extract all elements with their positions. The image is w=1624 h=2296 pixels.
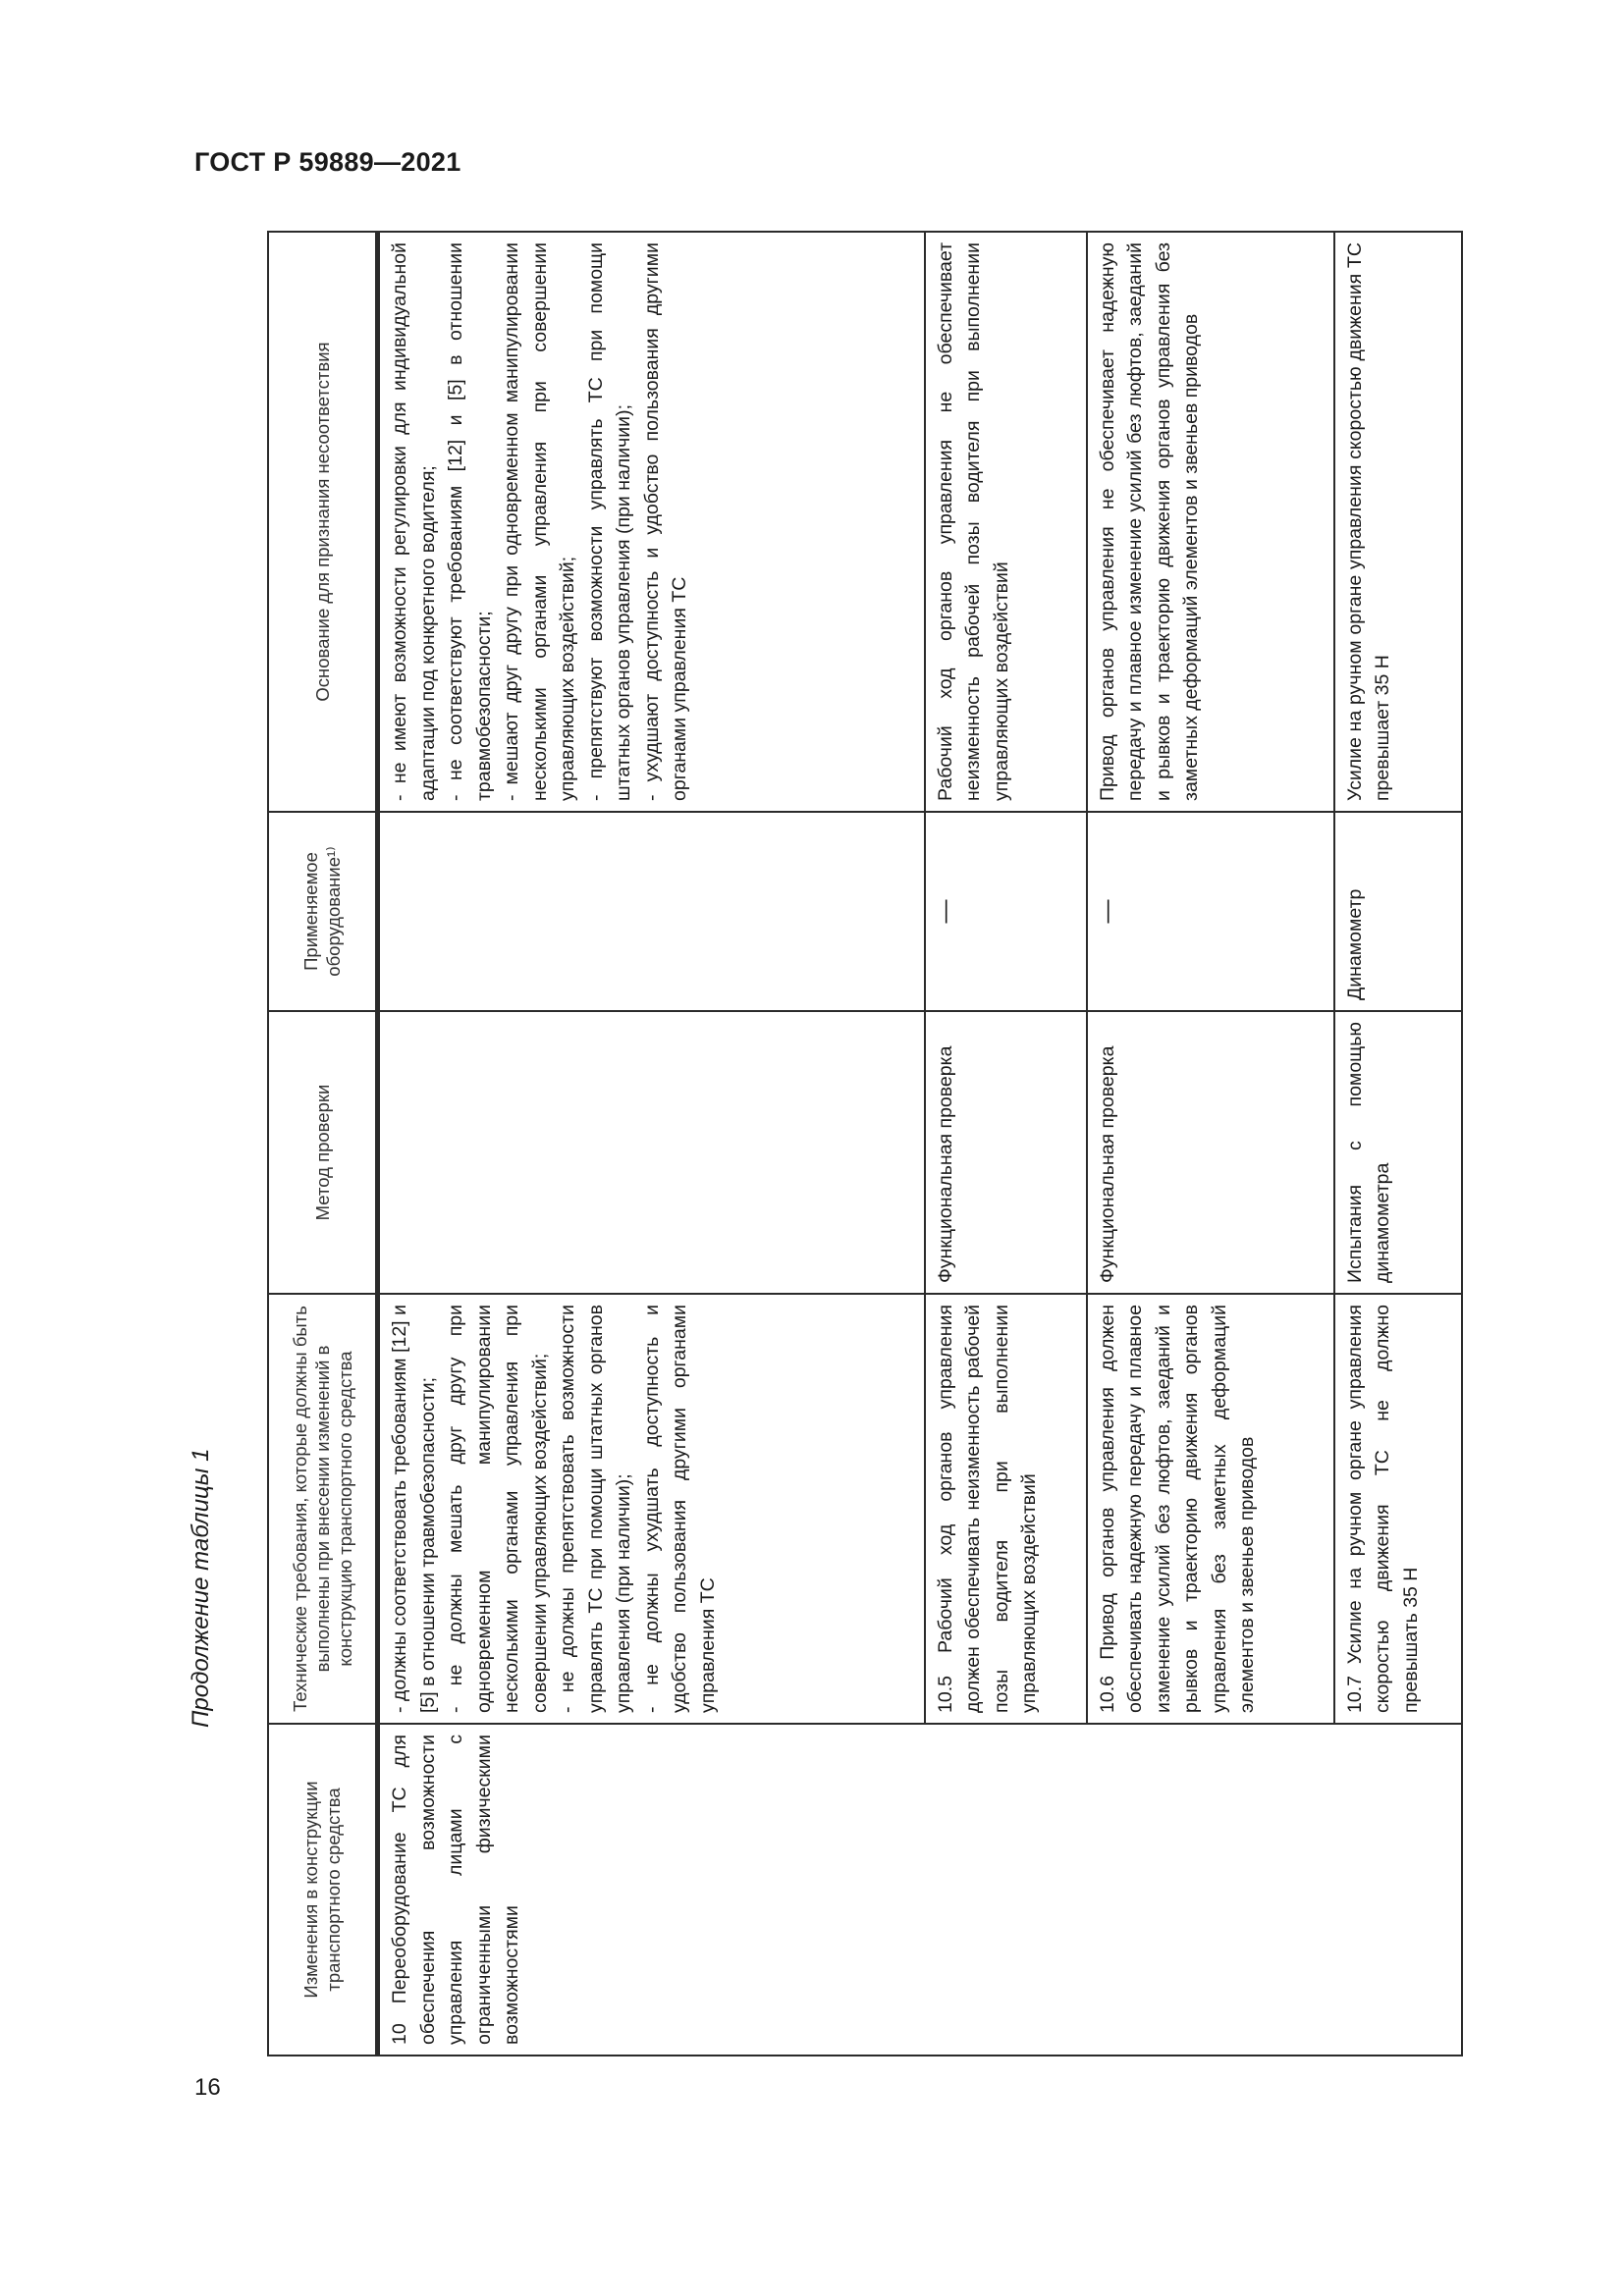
cell-equipment: —	[1087, 812, 1334, 1011]
cell-method: Функциональная проверка	[1087, 1011, 1334, 1294]
cell-grounds	[925, 232, 1087, 812]
requirement-line: 10.6 Привод органов управления должен обеспечивать надежную передачу и плавное изменение усилий без люфтов, заеданий и рывков и траекторию движения органов управления без заметных деформаций элементов и звеньев приводов	[1096, 1305, 1258, 1713]
cell-grounds	[1334, 232, 1463, 812]
table-caption: Продолжение таблицы 1	[188, 1448, 214, 1728]
requirement-line: - должны соответствовать требованиям [12] и [5] в отношении травмобезопасности;	[389, 1305, 439, 1713]
requirement-line: 10.5 Рабочий ход органов управления должен обеспечивать неизменность рабочей позы водителя при выполнении управляющих воздействий	[934, 1305, 1040, 1713]
cell-requirements	[379, 1294, 925, 1724]
requirement-line: - не должны мешать друг другу при одновременном манипулировании несколькими органами управления при совершении управляющих воздействий;	[445, 1305, 551, 1713]
document-code: ГОСТ Р 59889—2021	[194, 147, 461, 177]
requirement-line: 10.7 Усилие на ручном органе управления скоростью движения ТС не должно превышать 35 Н	[1343, 1305, 1422, 1713]
requirements-table	[267, 231, 1463, 2056]
column-header-method: Метод проверки	[268, 1011, 376, 1294]
ground-line: - не имеют возможности регулировки для индивидуальной адаптации под конкретного водителя;	[389, 242, 439, 801]
cell-method	[379, 1011, 925, 1294]
column-header-change: Изменения в конструкции транспортного средства	[268, 1724, 376, 2056]
rotated-table-holder	[267, 233, 1463, 2056]
cell-equipment: Динамометр	[1334, 812, 1463, 1011]
cell-requirements	[1334, 1294, 1463, 1724]
ground-line: Привод органов управления не обеспечивает надежную передачу и плавное изменение усилий без люфтов, заеданий и рывков и траекторию движения органов управления без заметных деформаций элементов и звеньев приводов	[1096, 242, 1202, 801]
column-header-equipment: Применяемое оборудование¹⁾	[268, 812, 376, 1011]
requirement-line: - не должны ухудшать доступность и удобство пользования другими органами управления ТС	[640, 1305, 719, 1713]
cell-requirements	[925, 1294, 1087, 1724]
cell-requirements	[1087, 1294, 1334, 1724]
column-header-requirements: Технические требования, которые должны быть выполнены при внесении изменений в конструкцию транспортного средства	[268, 1294, 376, 1724]
ground-line: Рабочий ход органов управления не обеспечивает неизменность рабочей позы водителя при выполнении управляющих воздействий	[934, 242, 1012, 801]
page-number: 16	[194, 2074, 221, 2101]
table-row	[379, 232, 925, 2056]
cell-grounds	[379, 232, 925, 812]
cell-grounds	[1087, 232, 1334, 812]
caption-holder	[187, 1404, 216, 1728]
column-header-grounds: Основание для признания несоответствия	[268, 232, 376, 812]
ground-line: - мешают друг другу при одновременном манипулировании несколькими органами управления при совершении управляющих воздействий;	[501, 242, 578, 801]
cell-method: Испытания с помощью динамометра	[1334, 1011, 1463, 1294]
ground-line: - не соответствуют требованиям [12] и [5] в отношении травмобезопасности;	[445, 242, 495, 801]
ground-line: - препятствуют возможности управлять ТС при помощи штатных органов управления (при наличии);	[584, 242, 634, 801]
table-header-row	[268, 232, 376, 2056]
cell-equipment	[379, 812, 925, 1011]
ground-line: Усилие на ручном органе управления скоростью движения ТС превышает 35 Н	[1343, 242, 1393, 801]
ground-line: - ухудшают доступность и удобство пользования другими органами управления ТС	[640, 242, 690, 801]
requirement-line: - не должны препятствовать возможности управлять ТС при помощи штатных органов управления (при наличии);	[557, 1305, 634, 1713]
cell-equipment: —	[925, 812, 1087, 1011]
cell-method: Функциональная проверка	[925, 1011, 1087, 1294]
cell-change: 10 Переоборудование ТС для обеспечения возможности управления лицами с ограниченными физическими возможностями	[379, 1724, 1463, 2056]
